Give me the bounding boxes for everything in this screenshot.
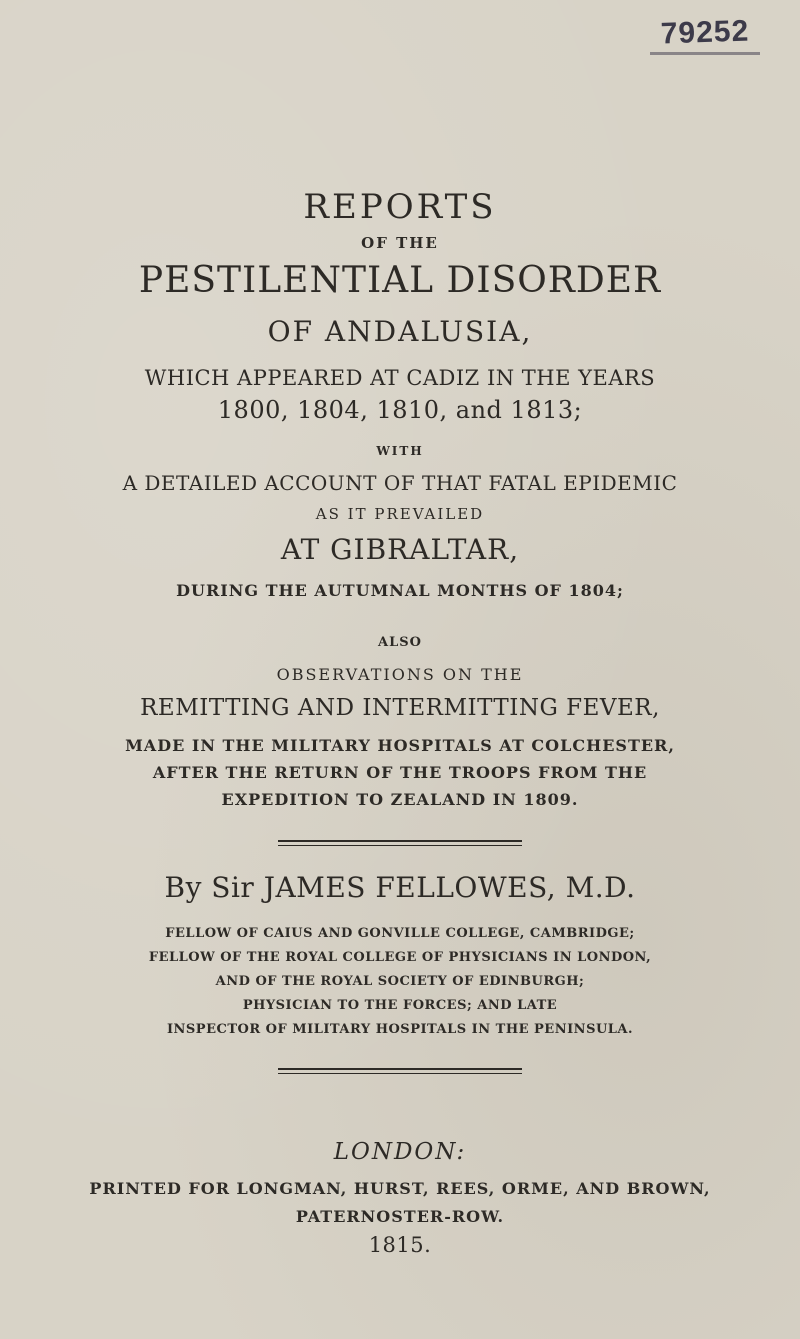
made-in-line: MADE IN THE MILITARY HOSPITALS AT COLCHESTER, — [125, 736, 675, 755]
imprint-printed-for: PRINTED FOR LONGMAN, HURST, REES, ORME, AND BROWN, — [89, 1179, 711, 1198]
credential-line: INSPECTOR OF MILITARY HOSPITALS IN THE PENINSULA. — [166, 1022, 634, 1037]
also-label: ALSO — [378, 635, 422, 650]
credential-line: FELLOW OF THE ROYAL COLLEGE OF PHYSICIANS IN LONDON, — [148, 950, 652, 965]
title-of-the: OF THE — [361, 234, 439, 252]
title-reports: REPORTS — [303, 187, 497, 227]
credential-line: FELLOW OF CAIUS AND GONVILLE COLLEGE, CAMBRIDGE; — [165, 926, 635, 941]
detailed-account: A DETAILED ACCOUNT OF THAT FATAL EPIDEMIC — [122, 471, 678, 495]
observations-on-the: OBSERVATIONS ON THE — [276, 665, 524, 684]
title-main: PESTILENTIAL DISORDER — [138, 260, 662, 301]
at-gibraltar: AT GIBRALTAR, — [280, 533, 520, 566]
after-return-line: AFTER THE RETURN OF THE TROOPS FROM THE — [152, 763, 648, 782]
during-line: DURING THE AUTUMNAL MONTHS OF 1804; — [176, 581, 624, 600]
stamp-underline — [650, 52, 760, 55]
divider-upper — [278, 840, 522, 842]
title-of-andalusia: OF ANDALUSIA, — [267, 315, 533, 348]
as-it-prevailed: AS IT PREVAILED — [315, 505, 485, 523]
remitting-fever: REMITTING AND INTERMITTING FEVER, — [140, 695, 660, 721]
imprint-address: PATERNOSTER-ROW. — [295, 1207, 505, 1226]
divider-lower — [278, 1068, 522, 1070]
imprint-year: 1815. — [368, 1233, 432, 1257]
credential-line: AND OF THE ROYAL SOCIETY OF EDINBURGH; — [215, 974, 585, 989]
library-stamp: 79252 — [660, 14, 750, 51]
author-byline: By Sir JAMES FELLOWES, M.D. — [164, 871, 636, 904]
with-label: WITH — [376, 444, 424, 458]
imprint-city: LONDON: — [333, 1139, 467, 1165]
years-line: 1800, 1804, 1810, and 1813; — [217, 396, 583, 424]
credential-line: PHYSICIAN TO THE FORCES; AND LATE — [242, 998, 558, 1013]
expedition-line: EXPEDITION TO ZEALAND IN 1809. — [221, 790, 579, 809]
which-line: WHICH APPEARED AT CADIZ IN THE YEARS — [144, 366, 656, 390]
